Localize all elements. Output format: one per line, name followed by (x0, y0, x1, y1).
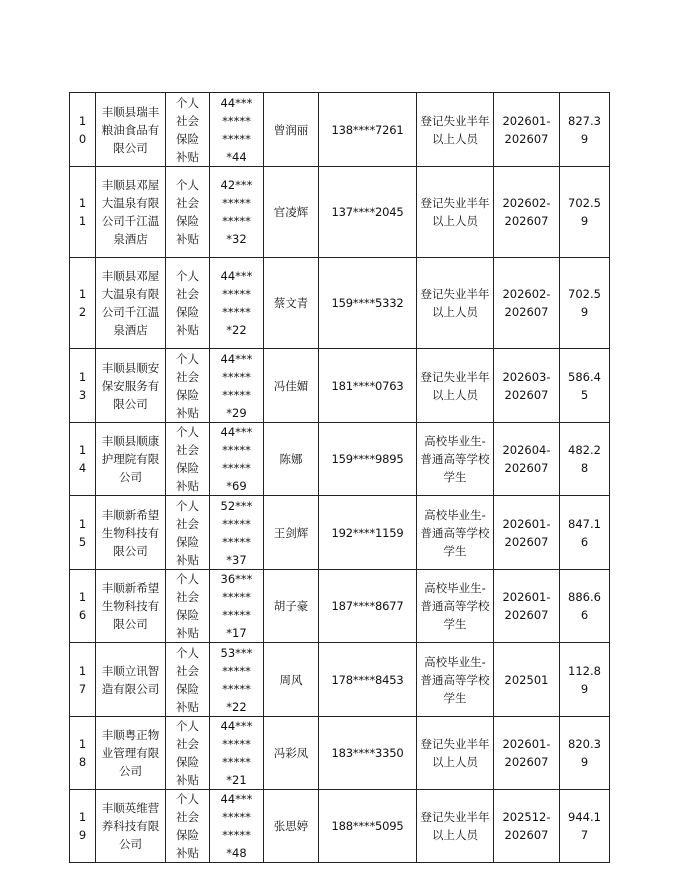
period-cell: 202501 (494, 643, 560, 717)
subsidy-type-cell: 个人 社会 保险 补贴 (166, 423, 210, 496)
company-cell: 丰顺县顺康护理院有限公司 (96, 423, 166, 496)
amount-cell: 702.5 9 (560, 258, 610, 349)
period-cell: 202602- 202607 (494, 167, 560, 258)
category-cell: 高校毕业生-普通高等学校学生 (417, 570, 494, 643)
amount-cell: 944.1 7 (560, 790, 610, 863)
subsidy-table (69, 92, 610, 863)
id-number-cell: 36*** ***** ***** *17 (210, 570, 264, 643)
id-number-cell: 44*** ***** ***** *69 (210, 423, 264, 496)
phone-cell: 192****1159 (319, 496, 417, 570)
table-row (70, 258, 610, 349)
amount-cell: 827.3 9 (560, 93, 610, 167)
category-cell: 高校毕业生-普通高等学校学生 (417, 423, 494, 496)
person-name-cell: 张思婷 (264, 790, 319, 863)
table-row (70, 570, 610, 643)
category-cell: 高校毕业生-普通高等学校学生 (417, 643, 494, 717)
company-cell: 丰顺英维营养科技有限公司 (96, 790, 166, 863)
seq-cell: 1 8 (70, 717, 96, 790)
id-number-cell: 44*** ***** ***** *44 (210, 93, 264, 167)
subsidy-type-cell: 个人 社会 保险 补贴 (166, 258, 210, 349)
phone-cell: 159****9895 (319, 423, 417, 496)
category-cell: 登记失业半年以上人员 (417, 258, 494, 349)
subsidy-type-cell: 个人 社会 保险 补贴 (166, 570, 210, 643)
subsidy-type-cell: 个人 社会 保险 补贴 (166, 790, 210, 863)
category-cell: 登记失业半年以上人员 (417, 93, 494, 167)
phone-cell: 138****7261 (319, 93, 417, 167)
subsidy-type-cell: 个人 社会 保险 补贴 (166, 167, 210, 258)
seq-cell: 1 3 (70, 349, 96, 423)
person-name-cell: 官凌辉 (264, 167, 319, 258)
id-number-cell: 52*** ***** ***** *37 (210, 496, 264, 570)
table-row (70, 167, 610, 258)
person-name-cell: 曾润丽 (264, 93, 319, 167)
category-cell: 登记失业半年以上人员 (417, 790, 494, 863)
amount-cell: 112.8 9 (560, 643, 610, 717)
period-cell: 202603- 202607 (494, 349, 560, 423)
id-number-cell: 44*** ***** ***** *29 (210, 349, 264, 423)
company-cell: 丰顺粤正物业管理有限公司 (96, 717, 166, 790)
category-cell: 登记失业半年以上人员 (417, 717, 494, 790)
category-cell: 登记失业半年以上人员 (417, 349, 494, 423)
id-number-cell: 53*** ***** ***** *22 (210, 643, 264, 717)
phone-cell: 159****5332 (319, 258, 417, 349)
amount-cell: 482.2 8 (560, 423, 610, 496)
table-row (70, 349, 610, 423)
seq-cell: 1 7 (70, 643, 96, 717)
table-row (70, 790, 610, 863)
person-name-cell: 周风 (264, 643, 319, 717)
period-cell: 202512- 202607 (494, 790, 560, 863)
period-cell: 202601- 202607 (494, 570, 560, 643)
company-cell: 丰顺新希望生物科技有限公司 (96, 496, 166, 570)
period-cell: 202601- 202607 (494, 93, 560, 167)
table-row (70, 496, 610, 570)
company-cell: 丰顺新希望生物科技有限公司 (96, 570, 166, 643)
seq-cell: 1 1 (70, 167, 96, 258)
subsidy-type-cell: 个人 社会 保险 补贴 (166, 93, 210, 167)
period-cell: 202602- 202607 (494, 258, 560, 349)
company-cell: 丰顺县瑞丰粮油食品有限公司 (96, 93, 166, 167)
phone-cell: 188****5095 (319, 790, 417, 863)
person-name-cell: 冯彩凤 (264, 717, 319, 790)
phone-cell: 137****2045 (319, 167, 417, 258)
id-number-cell: 42*** ***** ***** *32 (210, 167, 264, 258)
table-row (70, 423, 610, 496)
seq-cell: 1 5 (70, 496, 96, 570)
amount-cell: 886.6 6 (560, 570, 610, 643)
table-row (70, 643, 610, 717)
table-row (70, 93, 610, 167)
phone-cell: 178****8453 (319, 643, 417, 717)
company-cell: 丰顺县顺安保安服务有限公司 (96, 349, 166, 423)
subsidy-type-cell: 个人 社会 保险 补贴 (166, 349, 210, 423)
subsidy-type-cell: 个人 社会 保险 补贴 (166, 496, 210, 570)
person-name-cell: 蔡文青 (264, 258, 319, 349)
seq-cell: 1 2 (70, 258, 96, 349)
person-name-cell: 王剑辉 (264, 496, 319, 570)
amount-cell: 847.1 6 (560, 496, 610, 570)
phone-cell: 181****0763 (319, 349, 417, 423)
phone-cell: 187****8677 (319, 570, 417, 643)
period-cell: 202601- 202607 (494, 717, 560, 790)
seq-cell: 1 9 (70, 790, 96, 863)
table-row (70, 717, 610, 790)
id-number-cell: 44*** ***** ***** *48 (210, 790, 264, 863)
subsidy-type-cell: 个人 社会 保险 补贴 (166, 717, 210, 790)
person-name-cell: 冯佳媚 (264, 349, 319, 423)
category-cell: 登记失业半年以上人员 (417, 167, 494, 258)
period-cell: 202604- 202607 (494, 423, 560, 496)
amount-cell: 820.3 9 (560, 717, 610, 790)
id-number-cell: 44*** ***** ***** *22 (210, 258, 264, 349)
period-cell: 202601- 202607 (494, 496, 560, 570)
company-cell: 丰顺立讯智造有限公司 (96, 643, 166, 717)
person-name-cell: 陈娜 (264, 423, 319, 496)
company-cell: 丰顺县邓屋大温泉有限公司千江温泉酒店 (96, 258, 166, 349)
company-cell: 丰顺县邓屋大温泉有限公司千江温泉酒店 (96, 167, 166, 258)
phone-cell: 183****3350 (319, 717, 417, 790)
amount-cell: 702.5 9 (560, 167, 610, 258)
subsidy-type-cell: 个人 社会 保险 补贴 (166, 643, 210, 717)
seq-cell: 1 4 (70, 423, 96, 496)
seq-cell: 1 6 (70, 570, 96, 643)
category-cell: 高校毕业生-普通高等学校学生 (417, 496, 494, 570)
person-name-cell: 胡子豪 (264, 570, 319, 643)
amount-cell: 586.4 5 (560, 349, 610, 423)
seq-cell: 1 0 (70, 93, 96, 167)
id-number-cell: 44*** ***** ***** *21 (210, 717, 264, 790)
